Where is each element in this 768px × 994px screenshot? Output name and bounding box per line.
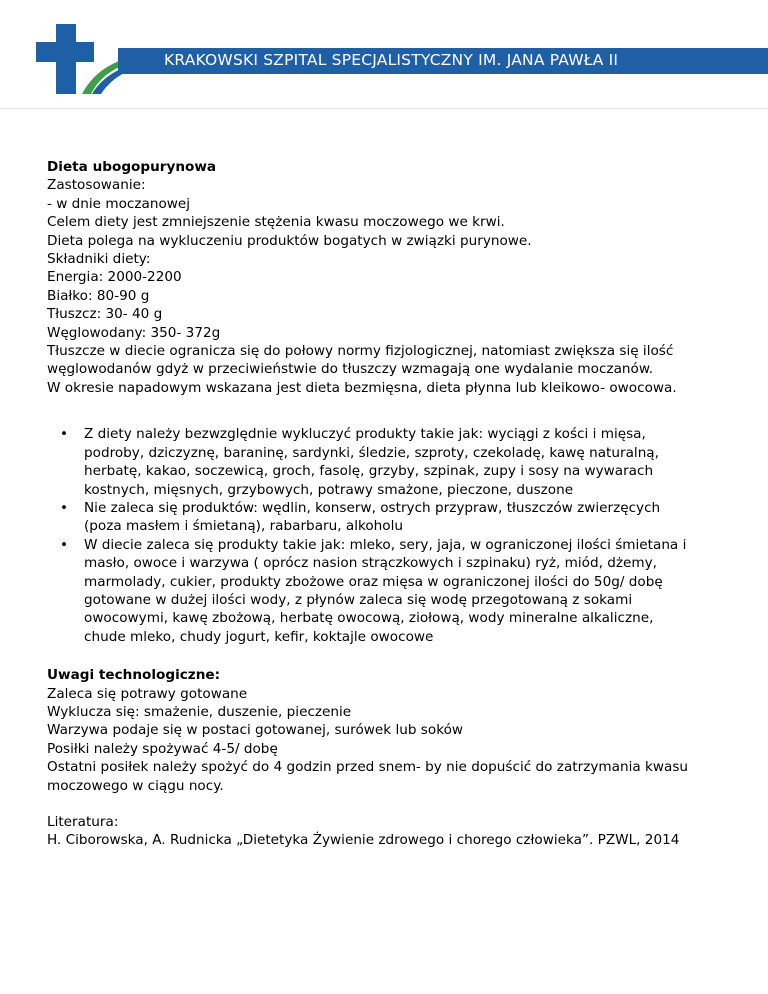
text-line: Wyklucza się: smażenie, duszenie, pieczenie xyxy=(47,703,352,720)
text-line: Tłuszcze w diecie ogranicza się do połowy normy fizjologicznej, natomiast zwiększa się ilość xyxy=(47,343,674,360)
diet-title: Dieta ubogopurynowa xyxy=(47,159,217,175)
list-item-line: • W diecie zaleca się produkty takie jak: mleko, sery, jaja, w ograniczonej ilości śmietana i xyxy=(84,536,687,553)
document-body xyxy=(47,158,727,850)
list-item xyxy=(84,536,727,646)
list-item-line: • Nie zaleca się produktów: wędlin, konserw, ostrych przypraw, tłuszczów zwierzęcych xyxy=(84,499,661,516)
text-line: moczowego w ciągu nocy. xyxy=(47,777,224,794)
text-line: Posiłki należy spożywać 4-5/ dobę xyxy=(47,740,278,757)
header-divider xyxy=(0,108,768,109)
list-item-line: owocowymi, kawę zbożową, herbatę owocową, ziołową, wody mineralne alkaliczne, xyxy=(84,610,654,627)
text-line: Tłuszcz: 30- 40 g xyxy=(47,306,163,323)
list-item-line: masło, owoce i warzywa ( oprócz nasion strączkowych i szpinaku) ryż, miód, dżemy, xyxy=(84,555,657,572)
text-line: Warzywa podaje się w postaci gotowanej, surówek lub soków xyxy=(47,722,464,739)
list-item-line: herbatę, kakao, soczewicą, groch, fasolę, grzyby, szpinak, zupy i sosy na wywarach xyxy=(84,463,654,480)
text-line: Węglowodany: 350- 372g xyxy=(47,324,221,341)
literature-citation: H. Ciborowska, A. Rudnicka „Dietetyka Żywienie zdrowego i chorego człowieka”. PZWL, 2014 xyxy=(47,832,680,849)
diet-bullet-list xyxy=(47,425,727,646)
text-line: Energia: 2000-2200 xyxy=(47,269,182,286)
list-item-line: • Z diety należy bezwzględnie wykluczyć produkty takie jak: wyciągi z kości i mięsa, xyxy=(84,426,646,443)
text-line: Celem diety jest zmniejszenie stężenia kwasu moczowego we krwi. xyxy=(47,214,505,231)
technology-title: Uwagi technologiczne: xyxy=(47,667,221,684)
text-line: Składniki diety: xyxy=(47,251,151,268)
text-line: Białko: 80-90 g xyxy=(47,287,150,304)
text-line: Zastosowanie: xyxy=(47,177,146,194)
text-line: - w dnie moczanowej xyxy=(47,195,191,212)
list-item xyxy=(84,425,727,499)
list-item-line: gotowane w dużej ilości wody, z płynów zaleca się wodę przegotowaną z sokami xyxy=(84,591,633,608)
text-line: Dieta polega na wykluczeniu produktów bogatych w związki purynowe. xyxy=(47,232,532,249)
text-line: Ostatni posiłek należy spożyć do 4 godzin przed snem- by nie dopuścić do zatrzymania kwasu xyxy=(47,759,689,776)
list-item-line: (poza masłem i śmietaną), rabarbaru, alkoholu xyxy=(84,518,404,535)
text-line: W okresie napadowym wskazana jest dieta bezmięsna, dieta płynna lub kleikowo- owocowa. xyxy=(47,379,677,396)
page-header xyxy=(0,0,768,110)
list-item-line: podroby, dziczyznę, baraninę, sardynki, śledzie, szproty, czekoladę, kawę naturalną, xyxy=(84,444,659,461)
text-line: Zaleca się potrawy gotowane xyxy=(47,685,248,702)
text-line: węglowodanów gdyż w przeciwieństwie do tłuszczy wzmagają one wydalanie moczanów. xyxy=(47,361,654,378)
list-item-line: chude mleko, chudy jogurt, kefir, koktajle owocowe xyxy=(84,628,434,645)
list-item-line: kostnych, mięsnych, grzybowych, potrawy smażone, pieczone, duszone xyxy=(84,481,574,498)
list-item-line: marmolady, cukier, produkty zbożowe oraz mięsa w ograniczonej ilości do 50g/ dobę xyxy=(84,573,663,590)
list-item xyxy=(84,499,727,536)
hospital-name: KRAKOWSKI SZPITAL SPECJALISTYCZNY IM. JANA PAWŁA II xyxy=(164,51,619,69)
literature-label: Literatura: xyxy=(47,814,119,830)
